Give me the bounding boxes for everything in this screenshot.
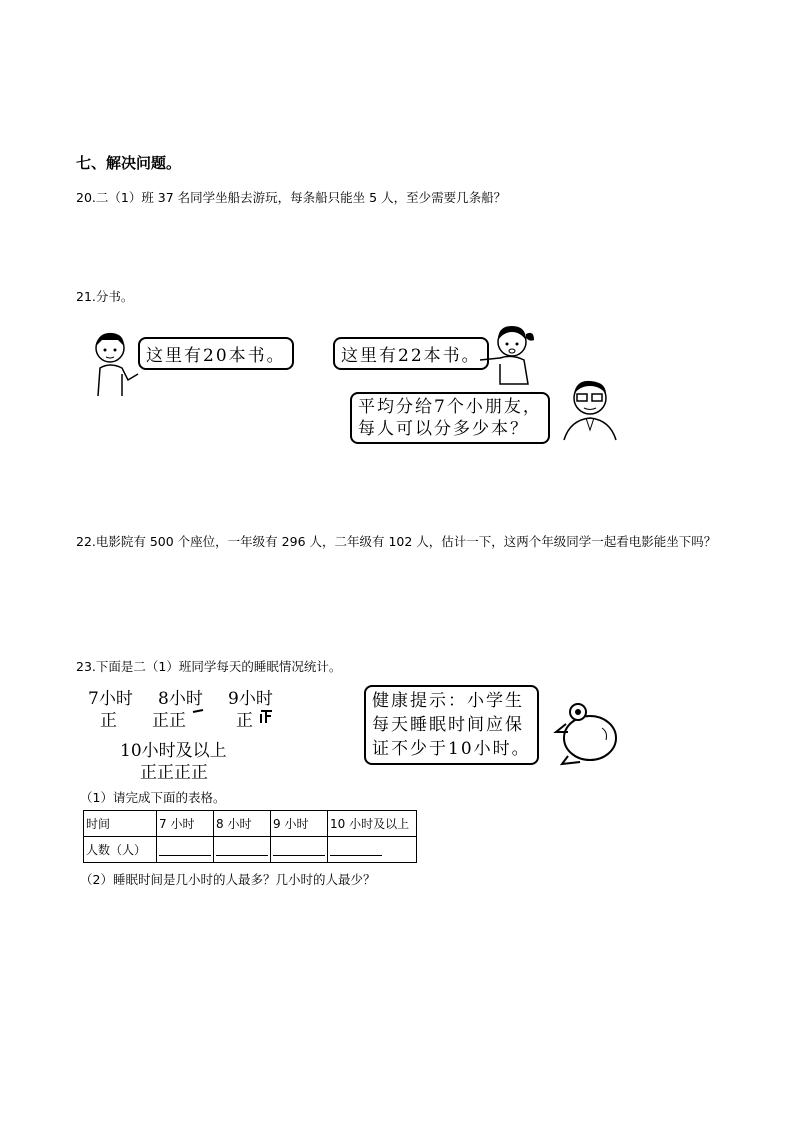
health-tip-line1: 健康提示：小学生 bbox=[372, 691, 524, 711]
speech-bubble-girl bbox=[333, 337, 489, 370]
girl-illustration bbox=[478, 320, 538, 386]
table-header: 10 小时及以上 bbox=[328, 811, 417, 837]
question-21: 21.分书。 bbox=[76, 289, 134, 304]
table-row bbox=[84, 837, 417, 863]
tally-7h-label: 7小时 bbox=[88, 689, 133, 709]
tally-8h-label: 8小时 bbox=[158, 689, 203, 709]
table-header: 9 小时 bbox=[271, 811, 328, 837]
question-23: 23.下面是二（1）班同学每天的睡眠情况统计。 bbox=[76, 659, 342, 674]
tally-9h bbox=[236, 706, 274, 731]
answer-blank-7h[interactable] bbox=[159, 841, 211, 856]
answer-blank-8h[interactable] bbox=[216, 841, 268, 856]
tally-10h-label: 10小时及以上 bbox=[120, 741, 227, 761]
table-header: 8 小时 bbox=[214, 811, 271, 837]
answer-blank-9h[interactable] bbox=[273, 841, 325, 856]
speech-bubble-boy bbox=[138, 337, 294, 370]
table-header: 时间 bbox=[84, 811, 157, 837]
q23-part2: （2）睡眠时间是几小时的人最多？几小时的人最少？ bbox=[80, 872, 376, 887]
q23-part1: （1）请完成下面的表格。 bbox=[80, 790, 226, 805]
question-20: 20.二（1）班 37 名同学坐船去游玩，每条船只能坐 5 人，至少需要几条船？ bbox=[76, 190, 507, 205]
tally-partial-mark bbox=[191, 706, 205, 724]
speech-bubble-teacher bbox=[350, 392, 550, 444]
question-22: 22.电影院有 500 个座位，一年级有 296 人，二年级有 102 人，估计一下，这两个年级同学一起看电影能坐下吗？ bbox=[76, 534, 717, 549]
tally-9h-marks: 正 bbox=[236, 711, 253, 731]
tally-8h-marks: 正正 bbox=[152, 711, 186, 731]
answer-blank-10h[interactable] bbox=[330, 841, 382, 856]
teacher-illustration bbox=[560, 376, 620, 442]
bubble-boy-text: 这里有20本书。 bbox=[146, 346, 286, 366]
tally-partial-mark bbox=[258, 706, 274, 724]
table-row-label: 人数（人） bbox=[84, 837, 157, 863]
tally-9h-label: 9小时 bbox=[228, 689, 273, 709]
bubble-teacher-line1: 平均分给7个小朋友， bbox=[358, 397, 542, 417]
bubble-girl-text: 这里有22本书。 bbox=[341, 346, 481, 366]
health-tip-bubble bbox=[364, 685, 539, 765]
bubble-teacher-line2: 每人可以分多少本？ bbox=[358, 419, 529, 439]
tally-7h-marks: 正 bbox=[100, 711, 117, 731]
frog-illustration bbox=[552, 698, 622, 768]
section-title: 七、解决问题。 bbox=[76, 154, 182, 172]
sleep-table bbox=[83, 810, 417, 863]
health-tip-line3: 证不少于10小时。 bbox=[372, 739, 531, 759]
table-header-row bbox=[84, 811, 417, 837]
health-tip-line2: 每天睡眠时间应保 bbox=[372, 715, 524, 735]
table-header: 7 小时 bbox=[157, 811, 214, 837]
tally-8h bbox=[152, 706, 205, 731]
tally-10h-marks: 正正正正 bbox=[140, 763, 208, 783]
